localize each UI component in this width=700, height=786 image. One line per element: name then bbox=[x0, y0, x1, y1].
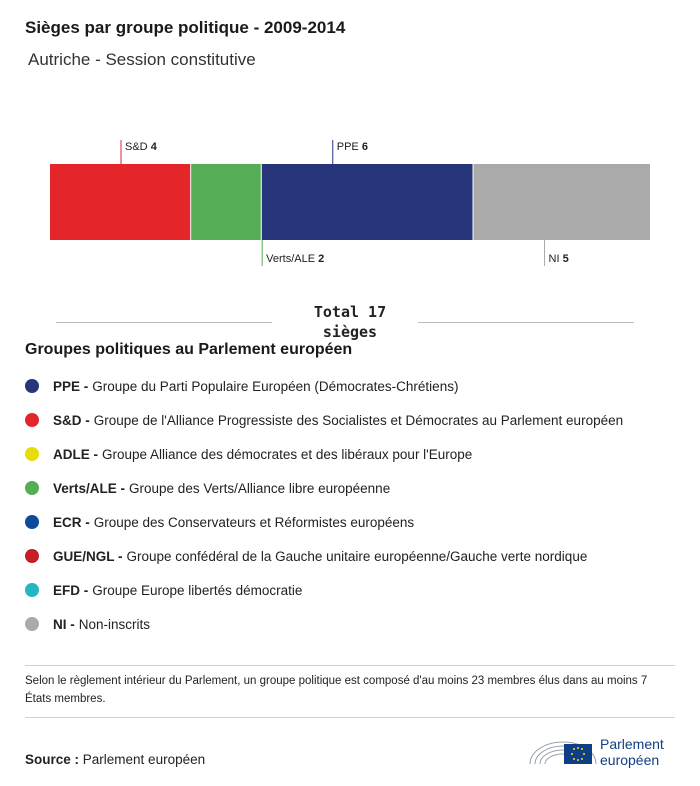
legend-swatch-icon bbox=[25, 447, 39, 461]
legend-name: Groupe des Verts/Alliance libre européenne bbox=[129, 480, 391, 496]
legend-name: Groupe Alliance des démocrates et des libéraux pour l'Europe bbox=[102, 446, 473, 462]
legend-name: Groupe des Conservateurs et Réformistes européens bbox=[93, 514, 415, 530]
legend-abbr: EFD - bbox=[53, 582, 89, 598]
legend-abbr: PPE - bbox=[53, 378, 89, 394]
legend-name: Groupe confédéral de la Gauche unitaire européenne/Gauche verte nordique bbox=[126, 548, 588, 564]
legend-abbr: ADLE - bbox=[53, 446, 98, 462]
logo-wordmark bbox=[600, 736, 664, 768]
total-divider-left bbox=[56, 322, 272, 323]
legend-swatch-icon bbox=[25, 413, 39, 427]
bar-segment bbox=[262, 164, 473, 240]
bar-data-label: Verts/ALE 2 bbox=[266, 253, 325, 265]
legend-item bbox=[25, 505, 685, 539]
note-divider-bottom bbox=[25, 717, 675, 718]
total-count: Total 17 bbox=[313, 303, 387, 321]
legend-item bbox=[25, 471, 685, 505]
chart-title: Sièges par groupe politique - 2009-2014 bbox=[25, 18, 346, 37]
bar-segment bbox=[50, 164, 190, 240]
legend-list bbox=[25, 369, 685, 641]
legend-name: Non-inscrits bbox=[78, 616, 151, 632]
total-seats bbox=[290, 302, 410, 342]
logo-line-2: européen bbox=[600, 752, 660, 768]
legend-item bbox=[25, 437, 685, 471]
rules-note: Selon le règlement intérieur du Parlement, un groupe politique est composé d'au moins 23 membres élus dans au moins 7 États membres. bbox=[25, 675, 648, 705]
legend-swatch-icon bbox=[25, 583, 39, 597]
chart-subtitle: Autriche - Session constitutive bbox=[28, 50, 256, 69]
legend-item bbox=[25, 539, 685, 573]
total-divider-right bbox=[418, 322, 634, 323]
legend-name: Groupe de l'Alliance Progressiste des Socialistes et Démocrates au Parlement européen bbox=[93, 412, 624, 428]
bar-data-label: S&D 4 bbox=[125, 141, 157, 153]
logo-line-1: Parlement bbox=[600, 736, 664, 752]
legend-item bbox=[25, 403, 685, 437]
note-divider-top bbox=[25, 665, 675, 666]
legend-item bbox=[25, 607, 685, 641]
seat-bar-chart bbox=[0, 130, 700, 280]
legend-abbr: NI - bbox=[53, 616, 75, 632]
bar-segment bbox=[191, 164, 261, 240]
bar-segment bbox=[474, 164, 650, 240]
legend-swatch-icon bbox=[25, 379, 39, 393]
legend-title: Groupes politiques au Parlement européen bbox=[25, 341, 353, 358]
legend-name: Groupe du Parti Populaire Européen (Démocrates-Chrétiens) bbox=[92, 378, 459, 394]
legend-swatch-icon bbox=[25, 515, 39, 529]
source bbox=[25, 752, 205, 767]
bar-data-label: PPE 6 bbox=[336, 141, 368, 153]
legend-abbr: Verts/ALE - bbox=[53, 480, 126, 496]
legend-item bbox=[25, 573, 685, 607]
source-name: Parlement européen bbox=[82, 752, 206, 767]
legend-swatch-icon bbox=[25, 549, 39, 563]
bar-data-label: NI 5 bbox=[548, 253, 569, 265]
legend-abbr: ECR - bbox=[53, 514, 90, 530]
legend-swatch-icon bbox=[25, 617, 39, 631]
legend-item bbox=[25, 369, 685, 403]
legend-name: Groupe Europe libertés démocratie bbox=[92, 582, 303, 598]
legend-swatch-icon bbox=[25, 481, 39, 495]
total-unit: sièges bbox=[322, 323, 378, 341]
source-label: Source : bbox=[25, 752, 80, 767]
parliament-logo bbox=[528, 728, 688, 768]
legend-abbr: GUE/NGL - bbox=[53, 548, 123, 564]
legend-abbr: S&D - bbox=[53, 412, 90, 428]
hemicycle-icon bbox=[528, 728, 598, 768]
